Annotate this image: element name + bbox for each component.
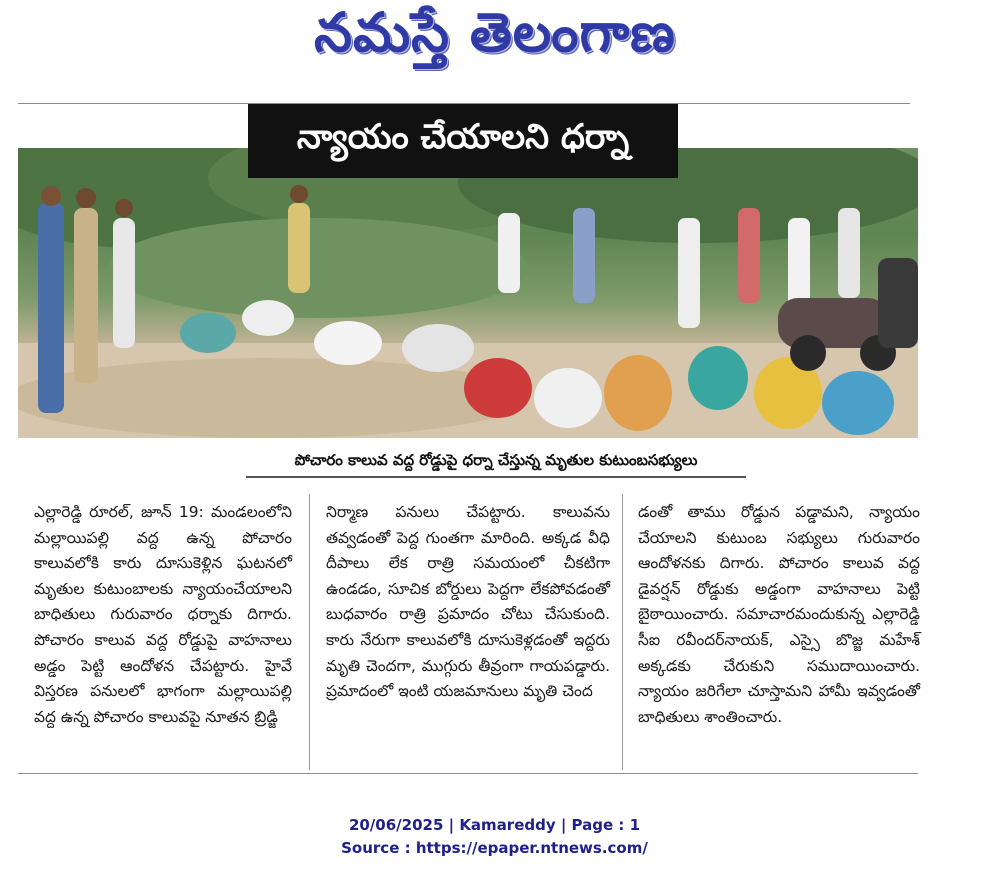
article-column-3: డంతో తాము రోడ్డున పడ్డామని, న్యాయం చేయాలని కుటుంబ సభ్యులు గురువారం ఆందోళనకు దిగారు. పోచారం కాలువ వద్ద డైవర్షన్ రోడ్డుకు అడ్డంగా వాహనాలు పెట్టి బైఠాయించారు. సమాచారమందుకున్న ఎల్లారెడ్డి సీఐ రవీందర్‌నాయక్, ఎస్సై బొజ్జ మహేశ్ అక్కడకు చేరుకుని సముదాయించారు. న్యాయం జరిగేలా చూస్తామని హామీ ఇవ్వడంతో బాధితులు శాంతించారు. xyxy=(638,503,920,726)
edition-info: 20/06/2025 | Kamareddy | Page : 1 xyxy=(348,816,641,834)
column-divider xyxy=(309,494,310,770)
masthead-logo: నమస్తే తెలంగాణ xyxy=(314,0,676,64)
news-photo xyxy=(18,148,918,438)
column-divider xyxy=(622,494,623,770)
bottom-divider xyxy=(18,773,918,774)
protest-scene-illustration xyxy=(18,148,918,438)
source-link[interactable]: Source : https://epaper.ntnews.com/ xyxy=(341,839,648,857)
photo-caption: పోచారం కాలువ వద్ద రోడ్డుపై ధర్నా చేస్తున్న మృతుల కుటుంబసభ్యులు xyxy=(246,448,746,478)
article-headline: న్యాయం చేయాలని ధర్నా xyxy=(248,104,678,178)
article-column-2: నిర్మాణ పనులు చేపట్టారు. కాలువను తవ్వడంతో పెద్ద గుంతగా మారింది. అక్కడ వీధి దీపాలు లేక రాత్రి సమయంలో చీకటిగా ఉండడం, సూచిక బోర్డులు పెద్దగా లేకపోవడంతో బుధవారం రాత్రి ప్రమాదం చోటు చేసుకుంది. కారు నేరుగా కాలువలోకి దూసుకెళ్లడంతో ఇద్దరు మృతి చెందగా, ముగ్గురు తీవ్రంగా గాయపడ్డారు. ప్రమాదంలో ఇంటి యజమానులు మృతి చెంద xyxy=(326,503,610,701)
article-column-1: ఎల్లారెడ్డి రూరల్, జూన్ 19: మండలంలోని మల్లాయిపల్లి వద్ద ఉన్న పోచారం కాలువలోకి కారు దూసుకెళ్లిన ఘటనలో మృతుల కుటుంబాలకు న్యాయంచేయాలని బాధితులు గురువారం ధర్నాకు దిగారు. పోచారం కాలువ వద్ద రోడ్డుపై వాహనాలు అడ్డం పెట్టి ఆందోళన చేపట్టారు. హైవే విస్తరణ పనులలో భాగంగా మల్లాయిపల్లి వద్ద ఉన్న పోచారం కాలువపై నూతన బ్రిడ్జి xyxy=(34,503,292,726)
